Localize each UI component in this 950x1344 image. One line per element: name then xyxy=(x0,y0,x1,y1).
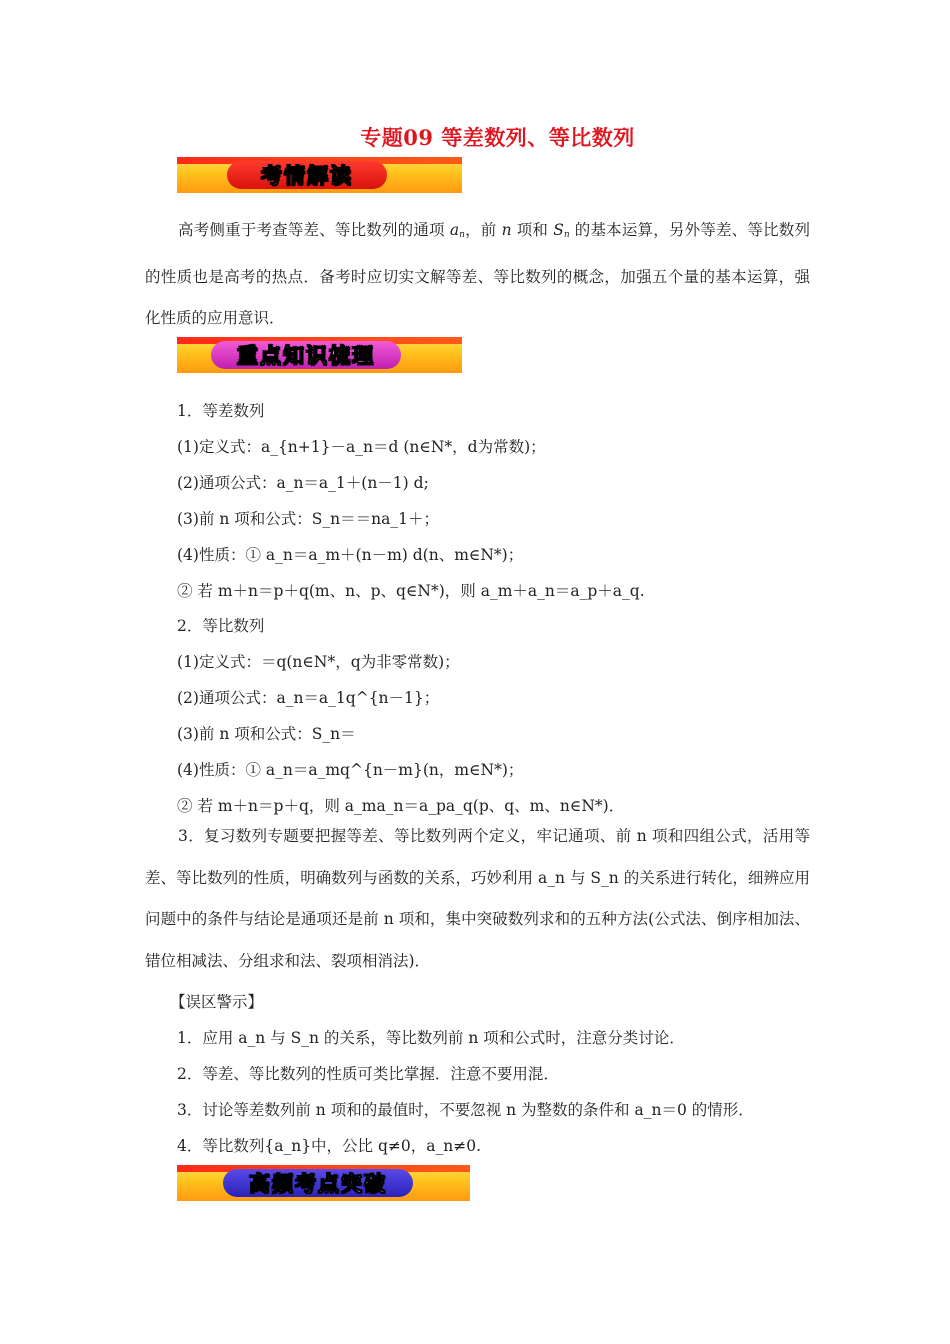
section2-line5: ② 若 m＋n＝p＋q，则 a_ma_n＝a_pa_q(p、q、m、n∈N*)． xyxy=(177,797,625,815)
warning-item-1: 1．应用 a_n 与 S_n 的关系，等比数列前 n 项和公式时，注意分类讨论． xyxy=(177,1029,685,1047)
section2-line2: (2)通项公式：a_n＝a_1q^{n－1}； xyxy=(177,689,440,707)
intro-paragraph: 高考侧重于考查等差、等比数列的通项 $a_n$，前 n 项和 $S_n$ 的基本运算，另外等差、等比数列的性质也是高考的热点．备考时应切实文解等差、等比数列的概念，加强五个量的基本运算，强化性质的应用意识． xyxy=(145,221,810,327)
banner-exam-analysis xyxy=(177,157,462,193)
warning-item-3: 3．讨论等差数列前 n 项和的最值时，不要忽视 n 为整数的条件和 a_n＝0 的情形． xyxy=(177,1101,754,1119)
section1-heading: 1．等差数列 xyxy=(177,402,265,420)
banner-label: 重点知识梳理 xyxy=(211,341,401,369)
section2-heading: 2．等比数列 xyxy=(177,617,265,635)
warnings-heading: 【误区警示】 xyxy=(170,993,264,1011)
warning-item-2: 2．等差、等比数列的性质可类比掌握．注意不要用混． xyxy=(177,1065,559,1083)
banner-label: 高频考点突破 xyxy=(223,1169,413,1197)
banner-high-frequency xyxy=(177,1165,470,1201)
section2-line4: (4)性质：① a_n＝a_mq^{n－m}(n，m∈N*)； xyxy=(177,761,524,779)
section1-line5: ② 若 m＋n＝p＋q(m、n、p、q∈N*)，则 a_m＋a_n＝a_p＋a_q. xyxy=(177,582,645,600)
section3-paragraph: 3．复习数列专题要把握等差、等比数列两个定义，牢记通项、前 n 项和四组公式，活用等差、等比数列的性质，明确数列与函数的关系，巧妙利用 a_n 与 S_n 的关系进行转化，细辨应用问题中的条件与结论是通项还是前 n 项和，集中突破数列求和的五种方法(公式法、倒序相加法、错位相减法、分组求和法、裂项相消法)． xyxy=(145,827,810,970)
section1-line4: (4)性质：① a_n＝a_m＋(n－m) d(n、m∈N*)； xyxy=(177,546,524,564)
section1-line1: (1)定义式：a_{n+1}－a_n＝d (n∈N*，d为常数)； xyxy=(177,438,546,456)
section2-line1: (1)定义式：＝q(n∈N*，q为非零常数)； xyxy=(177,653,460,671)
page-title: 专题09 等差数列、等比数列 xyxy=(360,125,635,150)
section2-line3: (3)前 n 项和公式：S_n＝ xyxy=(177,725,356,743)
warning-item-4: 4．等比数列{a_n}中，公比 q≠0，a_n≠0. xyxy=(177,1137,482,1155)
section1-line3: (3)前 n 项和公式：S_n＝＝na_1＋； xyxy=(177,510,439,528)
banner-label: 考情解读 xyxy=(227,161,387,189)
section1-line2: (2)通项公式：a_n＝a_1＋(n－1) d; xyxy=(177,474,429,492)
banner-key-knowledge xyxy=(177,337,462,373)
